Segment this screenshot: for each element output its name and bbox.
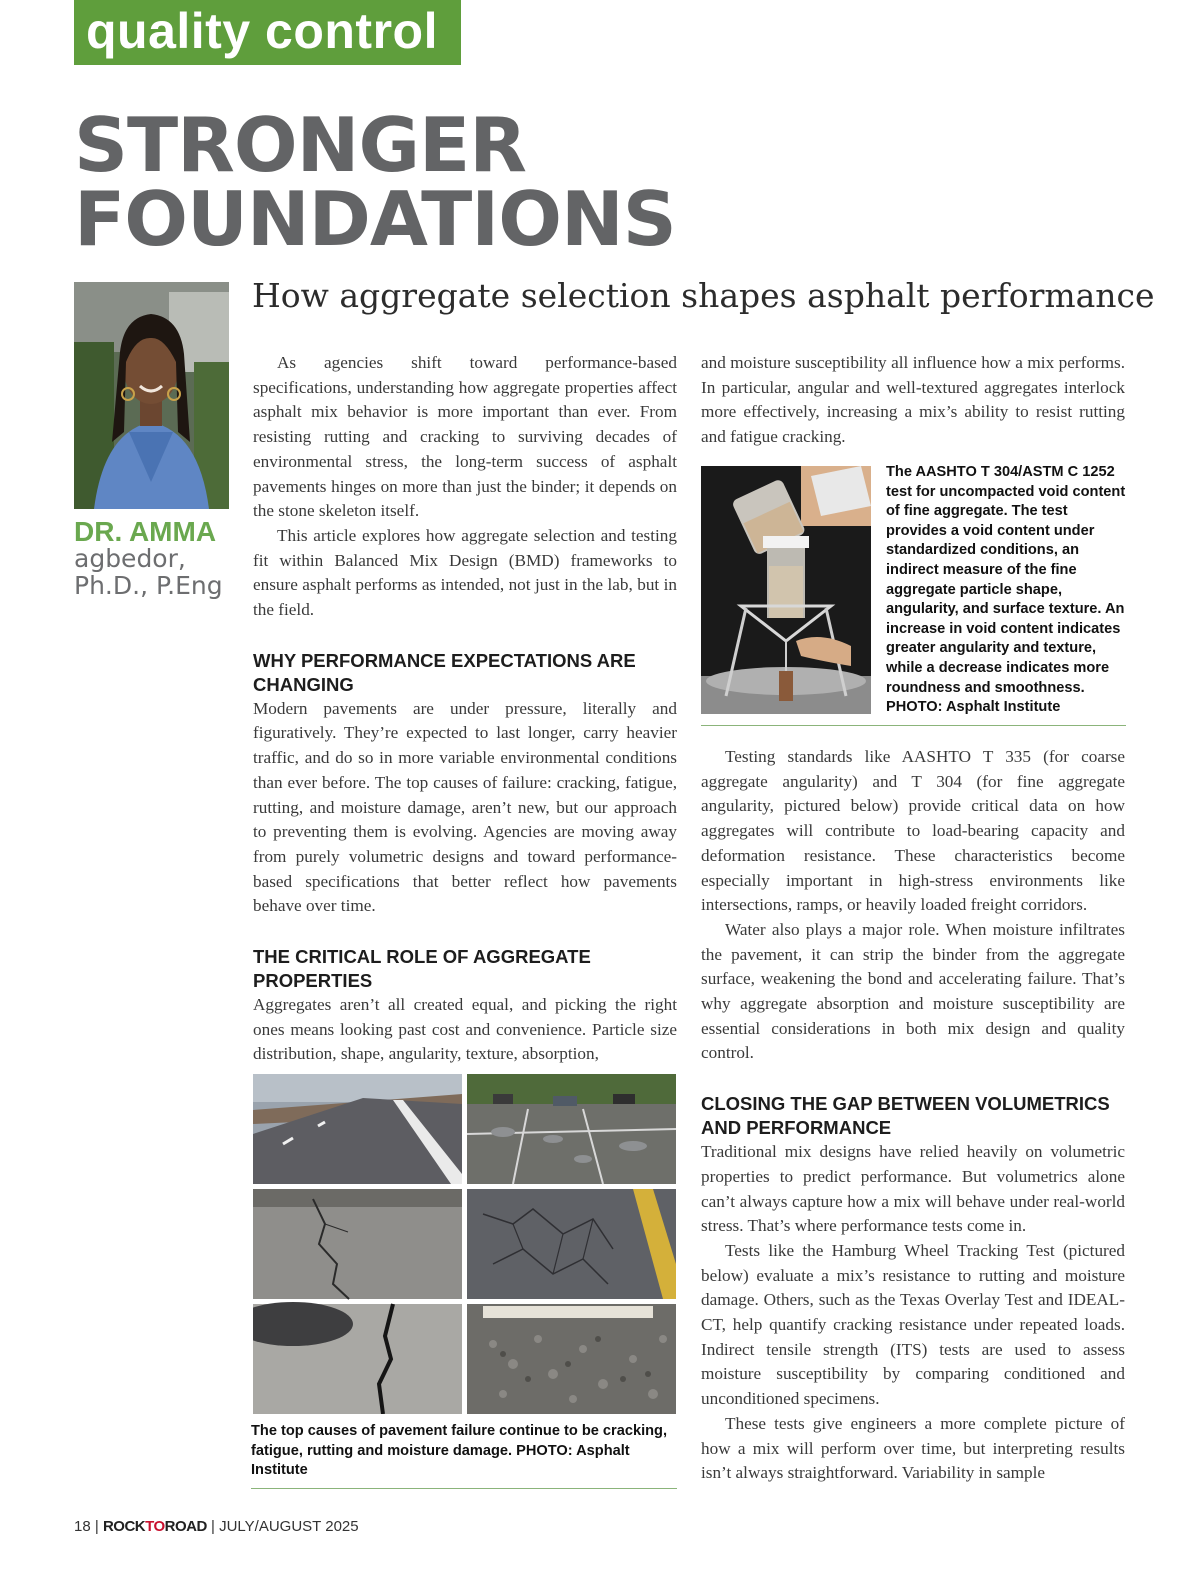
section2-paragraph-continued: and moisture susceptibility all influence how a mix performs. In particular, angular and well-textured aggregates interlock more effectively, increasing a mix’s ability to resist rutting and fatigue cracking. (701, 353, 1125, 447)
photo-fatigue-cracking (467, 1189, 676, 1299)
section2-paragraph-1: Aggregates aren’t all created equal, and picking the right ones means looking past cost and convenience. Particle size distribution, shape, angularity, texture, absorption, (253, 995, 677, 1064)
figure-caption-pavement: The top causes of pavement failure continue to be cracking, fatigue, rutting and moisture damage. PHOTO: Asphalt Institute (251, 1423, 668, 1479)
intro-paragraph-1: As agencies shift toward performance-based specifications, understanding how aggregate properties affect asphalt mix behavior is more important than ever. From resisting rutting and cracking to surviving decades of environmental stress, the long-term success of asphalt pavements hinges on more than just the binder; it depends on the stone skeleton itself. (253, 353, 677, 521)
footer-separator-1: | (94, 1518, 99, 1535)
subtitle: How aggregate selection shapes asphalt performance (252, 276, 1155, 315)
author-credentials (74, 545, 234, 599)
section3-paragraph-2: Tests like the Hamburg Wheel Tracking Test (pictured below) evaluate a mix’s resistance to rutting and moisture damage. Others, such as the Texas Overlay Test and IDEAL-CT, help quantify cracking resistance under repeated loads. Indirect tensile strength (ITS) tests are used to assess moisture susceptibility by comparing conditioned and unconditioned specimens. (701, 1240, 1125, 1409)
photo-aggregate-surface (467, 1304, 676, 1414)
photo-large-crack (253, 1302, 462, 1414)
section-heading-closing-gap: CLOSING THE GAP BETWEEN VOLUMETRICS AND PERFORMANCE (701, 1093, 1110, 1139)
section3-paragraph-1: Traditional mix designs have relied heavily on volumetric properties to predict performance. But volumetrics alone can’t always capture how a mix will behave under real-world stress. That’s where performance tests come in. (701, 1142, 1125, 1236)
page-footer (74, 1518, 359, 1535)
issue-date: JULY/AUGUST 2025 (219, 1518, 359, 1535)
section1-paragraph-1: Modern pavements are under pressure, literally and figuratively. They’re expected to last longer, carry heavier traffic, and do so in more variable environmental conditions than ever before. The top causes of failure: cracking, fatigue, rutting, and moisture damage, aren’t new, but our approach to preventing them is evolving. Agencies are moving away from purely volumetric designs and toward performance-based specifications that better reflect how pavements behave over time. (253, 698, 677, 916)
right-column-top-text (701, 351, 1125, 450)
author-name: DR. AMMA (74, 516, 217, 547)
section3-paragraph-3: These tests give engineers a more complete picture of how a mix will perform over time, but interpreting results isn’t always straightforward. Variability in sample (701, 1413, 1125, 1483)
right-column-lower-text (701, 745, 1125, 1486)
caption-rule-left (251, 1488, 677, 1489)
intro-paragraph-2: This article explores how aggregate selection and testing fit within Balanced Mix Design (BMD) frameworks to ensure asphalt performs as intended, not just in the lab, but in the field. (253, 525, 677, 620)
right-paragraph-water: Water also plays a major role. When moisture infiltrates the pavement, it can strip the binder from the aggregate surface, weakening the bond and accelerating failure. That’s why aggregate absorption and moisture susceptibility are essential considerations in both mix design and quality control. (701, 919, 1125, 1063)
author-photo (74, 282, 229, 509)
section-heading-performance: WHY PERFORMANCE EXPECTATIONS ARE CHANGING (253, 649, 636, 695)
photo-highway (253, 1074, 462, 1184)
headline-line-1: STRONGER (74, 101, 526, 189)
section-tag: quality control (74, 0, 461, 65)
headline-line-2: FOUNDATIONS (74, 175, 676, 263)
photo-parking-lot (467, 1074, 676, 1184)
author-name-line-3: Ph.D., P.Eng (74, 571, 223, 600)
right-paragraph-testing-standards: Testing standards like AASHTO T 335 (for coarse aggregate angularity) and T 304 (for fine aggregate angularity, pictured below) provide critical data on how aggregates will contribute to load-bearing capacity and deformation resistance. These characteristics become especially important in high-stress environments like intersections, ramps, or heavily loaded freight corridors. (701, 747, 1125, 915)
magazine-logo: ROCKTOROAD (102, 1518, 207, 1535)
caption-rule-right (701, 725, 1126, 726)
left-column-text (253, 351, 677, 1067)
footer-separator-2: | (211, 1518, 215, 1535)
headline (74, 101, 774, 263)
void-content-test-photo (701, 466, 871, 714)
pavement-failure-photo-grid (253, 1074, 676, 1414)
photo-road-crack (253, 1189, 462, 1299)
author-name-line-2: agbedor, (74, 544, 186, 573)
figure-caption-void-content: The AASHTO T 304/ASTM C 1252 test for uncompacted void content of fine aggregate. The test provides a void content under standardized conditions, an indirect measure of the fine aggregate particle shape, angularity, and surface texture. An increase in void content indicates greater angularity and texture, while a decrease indicates more roundness and smoothness. PHOTO: Asphalt Institute (886, 464, 1126, 716)
page-number: 18 (74, 1518, 91, 1535)
section-heading-aggregate: THE CRITICAL ROLE OF AGGREGATE PROPERTIES (253, 946, 591, 992)
